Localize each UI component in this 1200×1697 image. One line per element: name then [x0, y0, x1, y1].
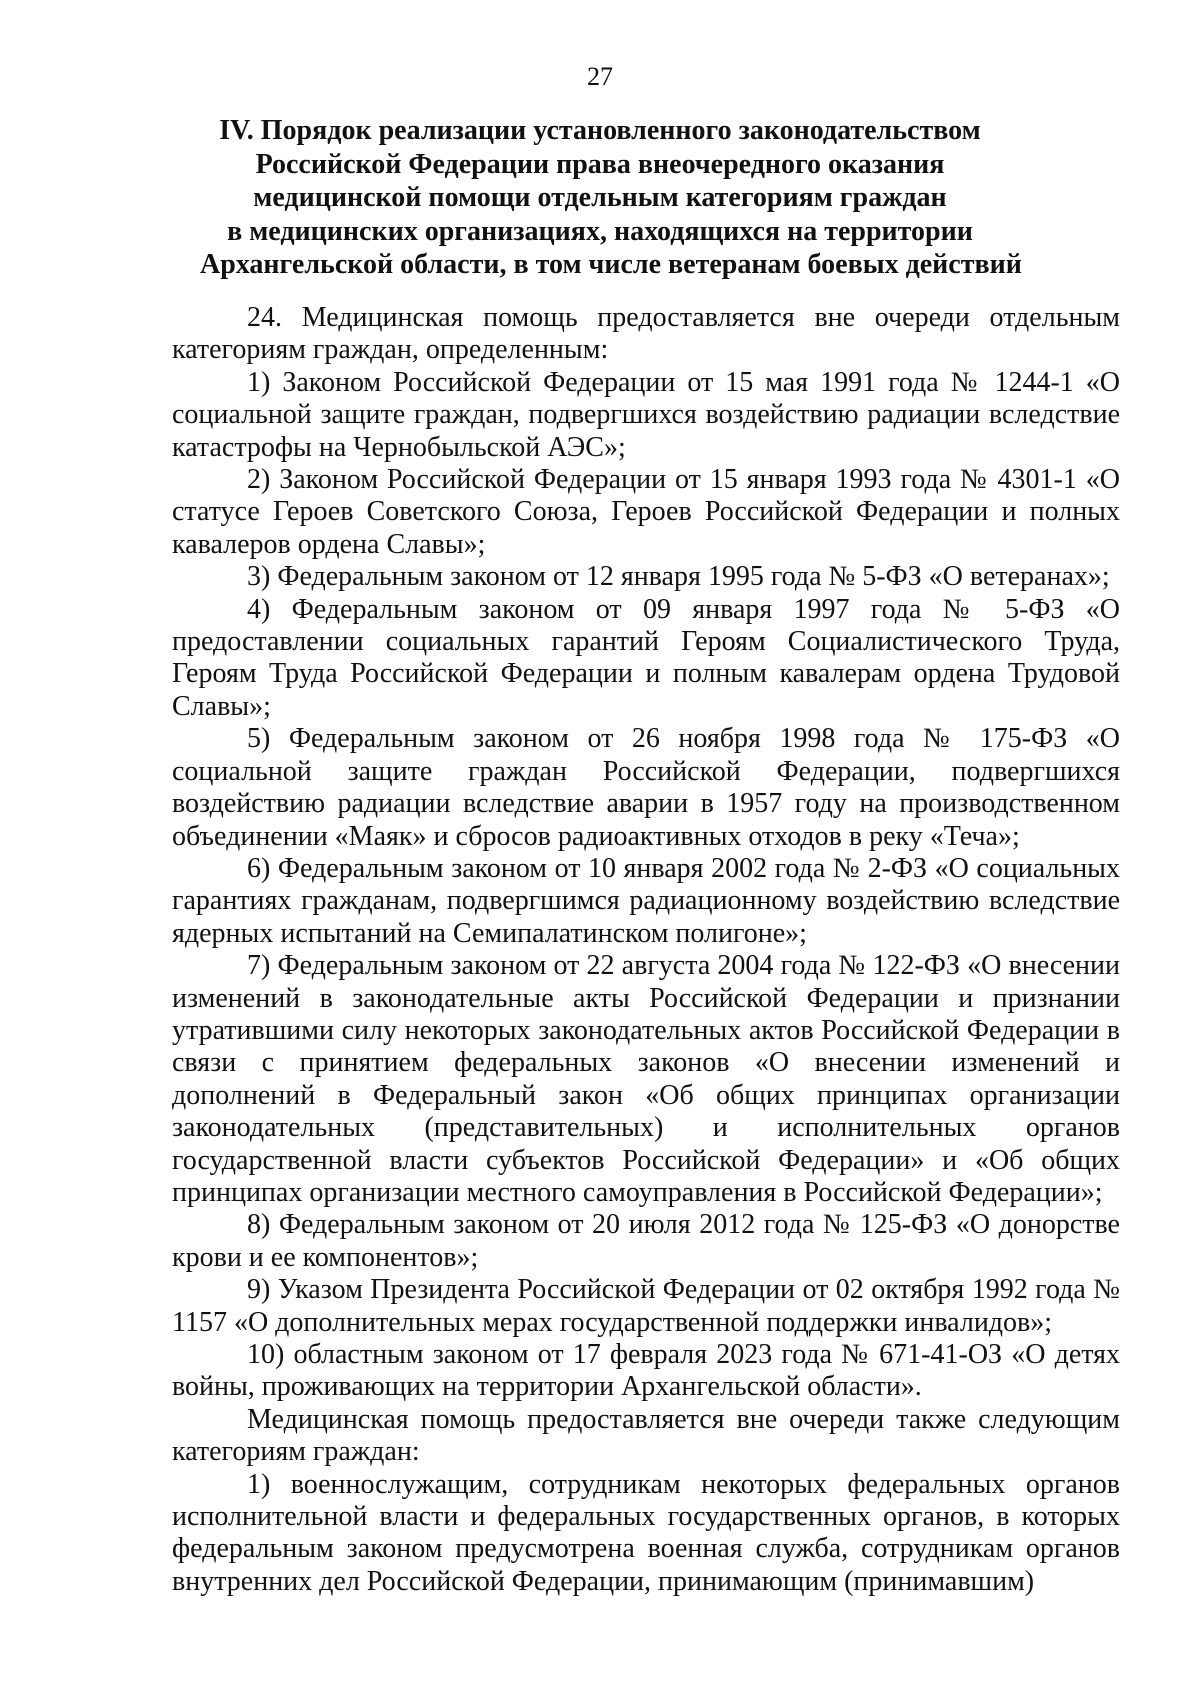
list-item-8: 8) Федеральным законом от 20 июля 2012 года № 125-ФЗ «О донорстве крови и ее компонентов»; [172, 1209, 1120, 1273]
list-item-1: 1) Законом Российской Федерации от 15 мая 1991 года № 1244-1 «О социальной защите граждан, подвергшихся воздействию радиации вследствие катастрофы на Чернобыльской АЭС»; [172, 366, 1120, 463]
section-title-line: IV. Порядок реализации установленного законодательством [219, 115, 981, 146]
page-number: 27 [587, 62, 613, 91]
list-item-7: 7) Федеральным законом от 22 августа 2004 года № 122-ФЗ «О внесении изменений в законодательные акты Российской Федерации и признании утратившими силу некоторых законодательных актов Российской Федерации в связи с принятием федеральных законов «О внесении изменений и дополнений в Федеральный закон «Об общих принципах организации законодательных (представительных) и исполнительных органов государственной власти субъектов Российской Федерации» и «Об общих принципах организации местного самоуправления в Российской Федерации»; [172, 950, 1120, 1208]
section-title-line: Российской Федерации права внеочередного оказания [255, 148, 945, 180]
list-item-6: 6) Федеральным законом от 10 января 2002 года № 2-ФЗ «О социальных гарантиях гражданам, подвергшимся радиационному воздействию вследствие ядерных испытаний на Семипалатинском полигоне»; [172, 852, 1120, 949]
list-item-2: 2) Законом Российской Федерации от 15 января 1993 года № 4301-1 «О статусе Героев Советского Союза, Героев Российской Федерации и полных кавалеров ордена Славы»; [172, 464, 1120, 560]
list-item-additional-1: 1) военнослужащим, сотрудникам некоторых федеральных органов исполнительной власти и федеральных государственных органов, в которых федеральным законом предусмотрена военная служба, сотрудникам органов внутренних дел Российской Федерации, принимающим (принимавшим) [172, 1468, 1120, 1597]
section-title-line: медицинской помощи отдельным категориям граждан [253, 182, 947, 213]
section-title-line: Архангельской области, в том числе ветеранам боевых действий [200, 249, 1022, 280]
paragraph-item-24: 24. Медицинская помощь предоставляется вне очереди отдельным категориям граждан, определенным: [172, 302, 1120, 366]
list-item-3: 3) Федеральным законом от 12 января 1995 года № 5-ФЗ «О ветеранах»; [247, 561, 1110, 593]
body-text [172, 302, 1120, 1598]
list-item-9: 9) Указом Президента Российской Федерации от 02 октября 1992 года № 1157 «О дополнительных мерах государственной поддержки инвалидов»; [172, 1274, 1120, 1338]
list-item-10: 10) областным законом от 17 февраля 2023 года № 671-41-ОЗ «О детях войны, проживающих на территории Архангельской области». [172, 1339, 1120, 1403]
list-item-4: 4) Федеральным законом от 09 января 1997 года № 5-ФЗ «О предоставлении социальных гарантий Героям Социалистического Труда, Героям Труда Российской Федерации и полным кавалерам ордена Трудовой Славы»; [172, 593, 1120, 722]
section-title [200, 114, 1022, 282]
section-title-line: в медицинских организациях, находящихся на территории [227, 215, 973, 247]
paragraph-additional-categories: Медицинская помощь предоставляется вне очереди также следующим категориям граждан: [172, 1403, 1120, 1468]
list-item-5: 5) Федеральным законом от 26 ноября 1998 года № 175-ФЗ «О социальной защите граждан Российской Федерации, подвергшихся воздействию радиации вследствие аварии в 1957 году на производственном объединении «Маяк» и сбросов радиоактивных отходов в реку «Теча»; [172, 723, 1120, 852]
